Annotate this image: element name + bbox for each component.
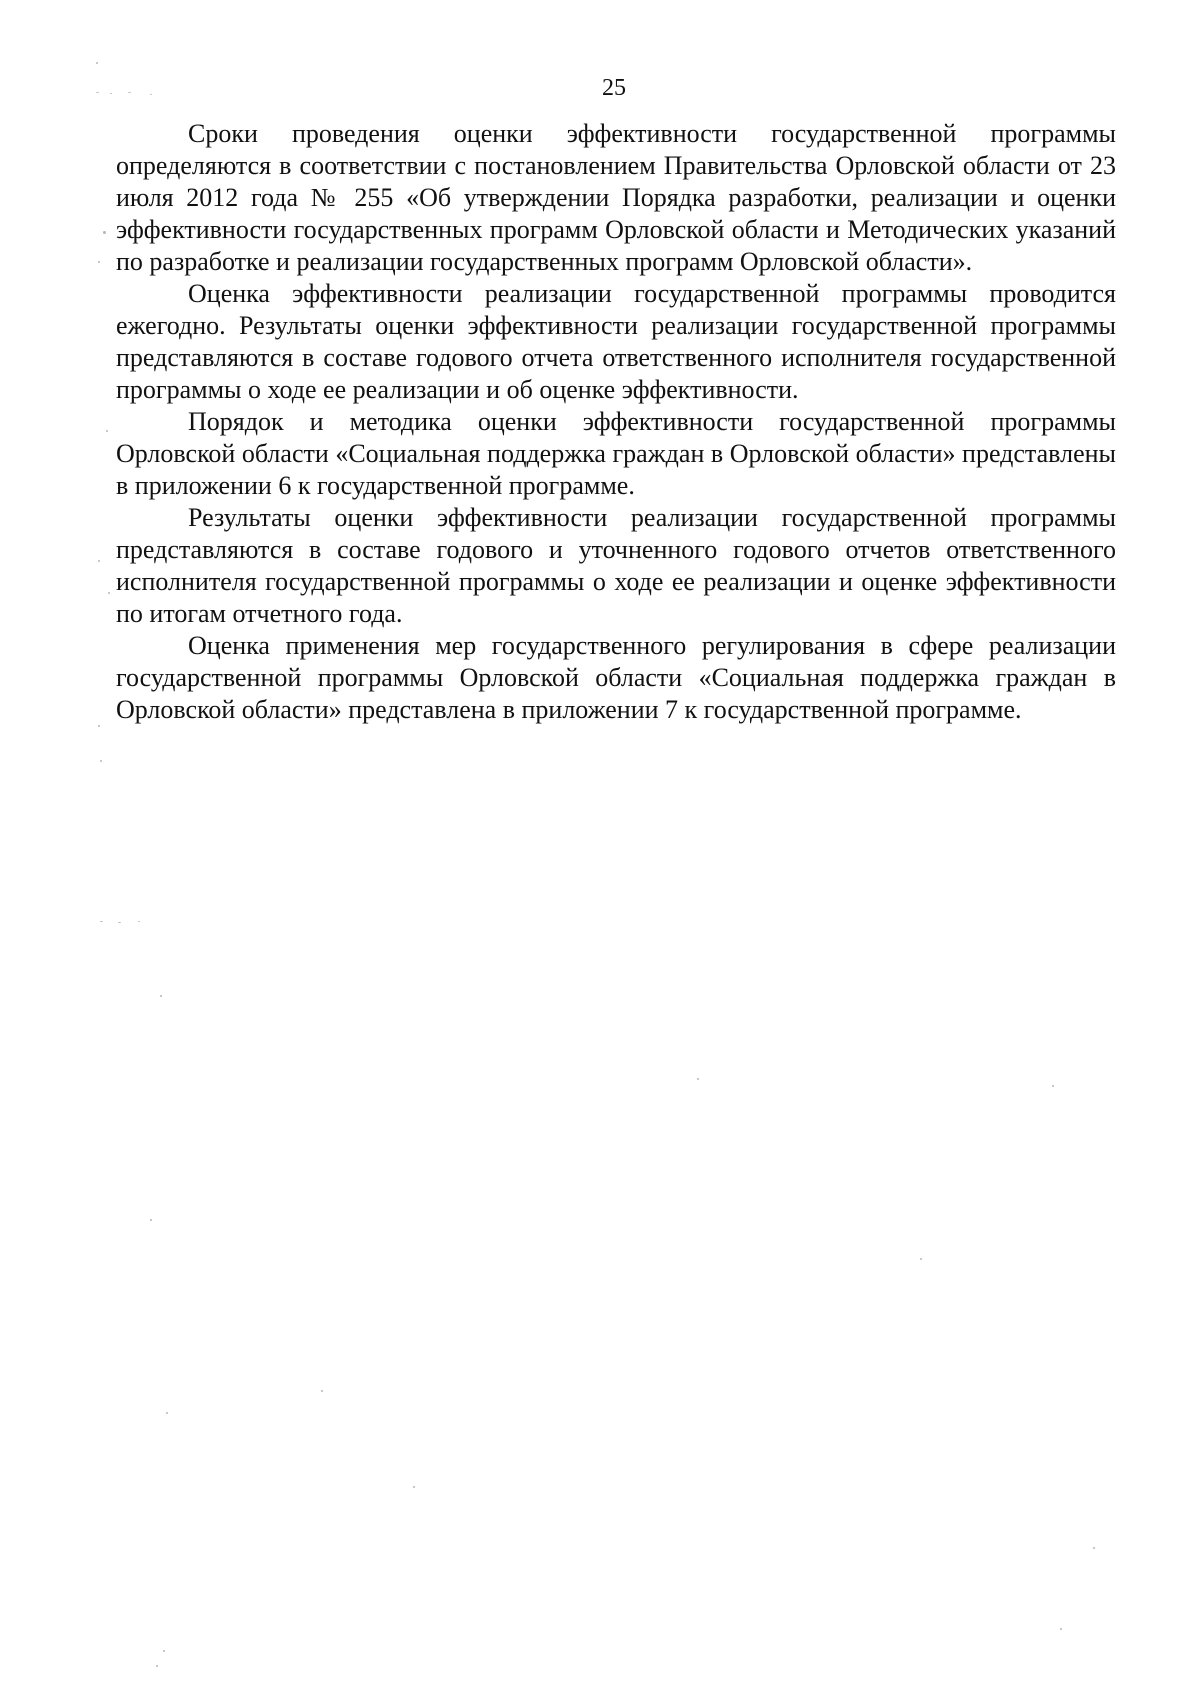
document-body <box>116 118 1116 726</box>
paragraph-evaluation-results: Результаты оценки эффективности реализации государственной программы представляются в составе годового и уточненного годового отчетов ответственного исполнителя государственной программы о ходе ее реализации и оценке эффективности по итогам отчетного года. <box>116 503 1116 628</box>
paragraph-regulation-measures: Оценка применения мер государственного регулирования в сфере реализации государственной программы Орловской области «Социальная поддержка граждан в Орловской области» представлена в приложении 7 к государственной программе. <box>116 631 1116 724</box>
page-number: 25 <box>602 75 626 101</box>
paragraph-annual-evaluation: Оценка эффективности реализации государственной программы проводится ежегодно. Результаты оценки эффективности реализации государственной программы представляются в составе годового отчета ответственного исполнителя государственной программы о ходе ее реализации и об оценке эффективности. <box>116 279 1116 404</box>
paragraph-evaluation-timing: Сроки проведения оценки эффективности государственной программы определяются в соответствии с постановлением Правительства Орловской области от 23 июля 2012 года № 255 «Об утверждении Порядка разработки, реализации и оценки эффективности государственных программ Орловской области и Методических указаний по разработке и реализации государственных программ Орловской области». <box>116 119 1116 276</box>
paragraph-methodology: Порядок и методика оценки эффективности государственной программы Орловской области «Социальная поддержка граждан в Орловской области» представлены в приложении 6 к государственной программе. <box>116 407 1116 500</box>
